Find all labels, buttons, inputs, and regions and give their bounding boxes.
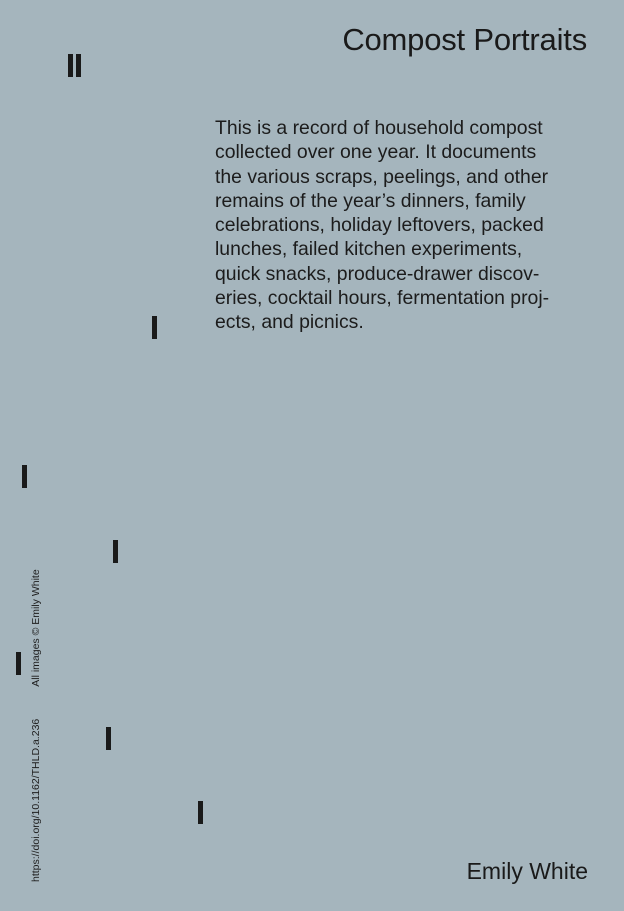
abstract-line: lunches, failed kitchen experiments, xyxy=(215,238,523,261)
abstract-line: celebrations, holiday leftovers, packed xyxy=(215,214,544,237)
abstract-line: remains of the year’s dinners, family xyxy=(215,189,526,212)
decorative-dash xyxy=(76,54,81,77)
vertical-credits xyxy=(30,569,42,882)
decorative-dash xyxy=(22,465,27,488)
abstract-line: ects, and picnics. xyxy=(215,311,364,334)
author-name: Emily White xyxy=(466,858,588,884)
decorative-dash xyxy=(106,727,111,750)
decorative-dash xyxy=(152,316,157,339)
decorative-dash xyxy=(113,540,118,563)
decorative-dash xyxy=(16,652,21,675)
doi-link[interactable]: https://doi.org/10.1162/THLD.a.236 xyxy=(30,718,42,882)
abstract-line: collected over one year. It documents xyxy=(215,141,537,164)
image-credit: All images © Emily White xyxy=(30,569,42,687)
page-title: Compost Portraits xyxy=(342,22,587,57)
abstract-line: the various scraps, peelings, and other xyxy=(215,165,549,188)
abstract-line: eries, cocktail hours, fermentation proj- xyxy=(215,287,550,310)
abstract-line: This is a record of household compost xyxy=(215,117,543,139)
abstract-line: quick snacks, produce-drawer discov- xyxy=(215,262,540,285)
abstract-text xyxy=(215,116,592,335)
decorative-dash xyxy=(198,801,203,824)
decorative-dash xyxy=(68,54,73,77)
